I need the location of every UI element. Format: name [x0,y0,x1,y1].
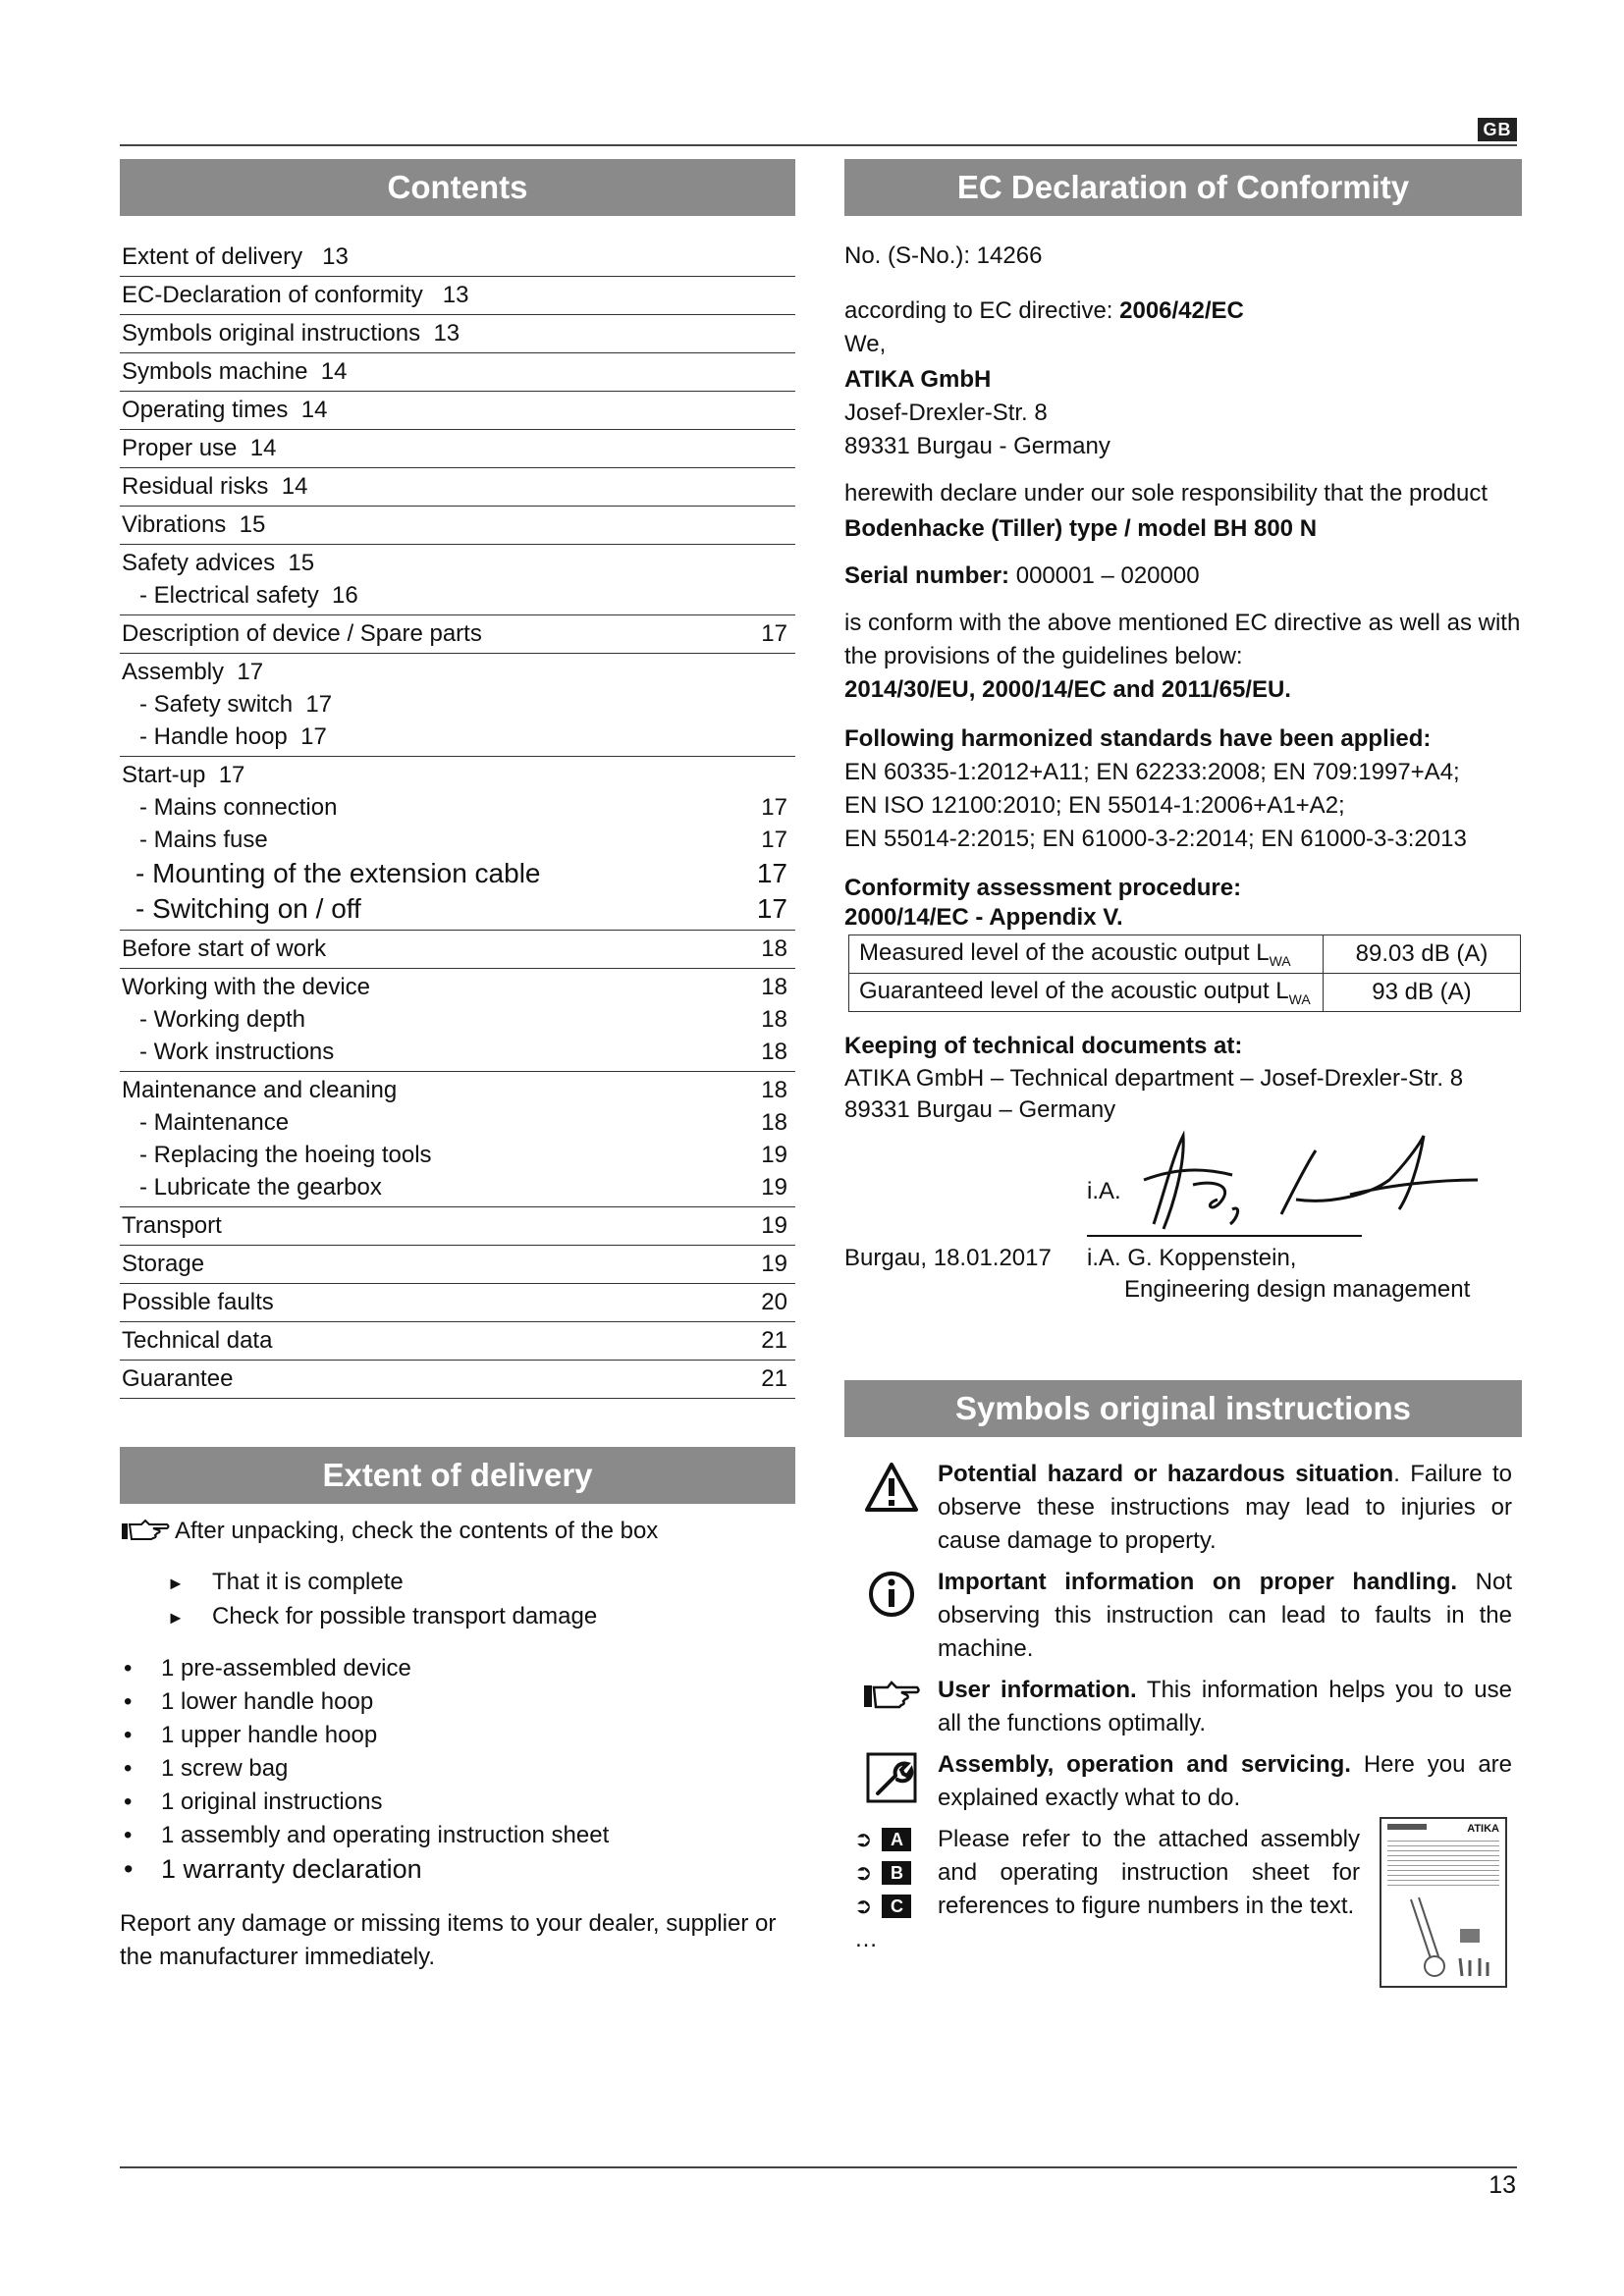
toc-entry [120,545,795,615]
ec-number: No. (S-No.): 14266 [844,242,1043,269]
symbol-row-user-info [844,1674,1512,1740]
figure-ref: ➲ C [844,1890,938,1923]
warning-triangle-icon [864,1462,919,1513]
toc-page-number: 18 [761,1077,787,1103]
toc-entry [120,239,795,277]
toc-title: Symbols machine 14 [122,358,348,385]
list-item: • 1 pre-assembled device [124,1655,411,1682]
toc-entry [120,468,795,507]
table-row [849,974,1521,1012]
toc-page-number: 19 [761,1251,787,1277]
toc-entry [120,277,795,315]
toc-subentry [122,1106,795,1139]
symbol-description: Important information on proper handling. Not observing this instruction can lead to faults in the machine. [938,1569,1512,1662]
signature-ia: i.A. [1087,1178,1121,1204]
table-cell: Measured level of the acoustic output $L_{WA}$ [849,935,1324,974]
toc-title: - Mains fuse [139,827,268,853]
signature-block [844,1126,1522,1273]
list-item: • 1 screw bag [124,1755,289,1782]
toc-subentry [122,688,795,721]
keeping-city: 89331 Burgau – Germany [844,1096,1116,1123]
toc-subentry [122,579,795,612]
toc-page-number: 17 [761,620,787,647]
figure-reference-text: Please refer to the attached assembly and operating instruction sheet for references to figure numbers in the text. [938,1826,1360,1919]
toc-page-number [748,355,795,388]
list-item: • 1 original instructions [124,1789,383,1815]
table-cell: 89.03 dB (A) [1324,935,1521,974]
symbol-description: Potential hazard or hazardous situation. Failure to observe these instructions may lead to injuries or cause damage to property. [938,1461,1512,1554]
guidelines: 2014/30/EU, 2000/14/EC and 2011/65/EU. [844,676,1291,703]
toc-page-number: 21 [761,1327,787,1354]
delivery-list [120,1652,795,1886]
toc-entry [120,392,795,430]
conform-text: is conform with the above mentioned EC directive as well as with the provisions of the guidelines below: [844,610,1521,669]
list-item: • 1 assembly and operating instruction sheet [124,1822,610,1848]
toc-entry [120,1284,795,1322]
toc-title: - Maintenance [139,1109,290,1136]
symbol-description: User information. This information helps you to use all the functions optimally. [938,1677,1512,1736]
product-name: Bodenhacke (Tiller) type / model BH 800 N [844,515,1318,542]
toc-page-number: 17 [761,794,787,821]
table-row [849,935,1521,974]
toc-subentry [122,824,795,856]
toc-page-number [748,240,795,273]
toc-title: Storage [122,1251,205,1277]
check-list [120,1566,795,1634]
toc-title: Extent of delivery 13 [122,243,349,270]
pointing-hand-icon [862,1680,921,1713]
toc-entry [120,315,795,353]
toc-title: Before start of work [122,935,327,962]
toc-page-number [748,721,795,753]
place-date: Burgau, 18.01.2017 [844,1245,1052,1271]
toc-line [122,656,795,688]
toc-title: Transport [122,1212,222,1239]
top-rule [120,144,1517,146]
toc-subentry [122,1139,795,1171]
check-item: ► Check for possible transport damage [167,1603,598,1629]
toc-line [122,759,795,791]
toc-page-number: 18 [761,1039,787,1065]
signer-name: i.A. G. Koppenstein, [1087,1245,1297,1271]
signature-image [1124,1126,1497,1234]
toc-title: Maintenance and cleaning [122,1077,398,1103]
figure-ref: ➲ B [844,1856,938,1890]
toc-title: EC-Declaration of conformity 13 [122,282,469,308]
ec-declaration [844,240,1522,1307]
signature-line [1087,1235,1362,1237]
toc-page-number: 21 [761,1365,787,1392]
standard-line: EN 60335-1:2012+A11; EN 62233:2008; EN 709:1997+A4; [844,759,1460,785]
serial-number: Serial number: 000001 – 020000 [844,562,1200,589]
toc-title: - Work instructions [139,1039,335,1065]
list-item: • 1 lower handle hoop [124,1688,374,1715]
company-name: ATIKA GmbH [844,366,992,393]
toc-page-number [748,547,795,579]
ec-we: We, [844,331,887,357]
toc-entry [120,507,795,545]
toc-subentry [122,721,795,753]
symbols-section [844,1458,1512,1988]
toc-title: Vibrations 15 [122,511,266,538]
toc-title: Description of device / Spare parts [122,620,482,647]
toc-entry [120,615,795,654]
toc-page-number: 18 [761,1006,787,1033]
wrench-icon [866,1752,917,1803]
toc-page-number: 18 [761,974,787,1000]
toc-line [122,432,795,464]
toc-line [122,1324,795,1357]
ec-directive: according to EC directive: 2006/42/EC [844,297,1244,324]
language-badge: GB [1478,118,1517,141]
table-cell: 93 dB (A) [1324,974,1521,1012]
toc-page-number: 20 [761,1289,787,1315]
toc-title: Proper use 14 [122,435,277,461]
toc-page-number: 17 [761,827,787,853]
standards-heading: Following harmonized standards have been applied: [844,725,1432,752]
toc-line [122,508,795,541]
toc-title: Symbols original instructions 13 [122,320,460,347]
assembly-sheet-thumbnail [1380,1817,1507,1988]
keeping-address: ATIKA GmbH – Technical department – Josef-Drexler-Str. 8 [844,1065,1464,1092]
extent-section [120,1515,795,1974]
toc-subentry [122,891,795,927]
symbol-description: Assembly, operation and servicing. Here you are explained exactly what to do. [938,1751,1513,1811]
toc-title: - Switching on / off [135,893,361,924]
toc-page-number [748,656,795,688]
symbol-row-hazard [844,1458,1512,1558]
toc-line [122,240,795,273]
toc-line [122,933,795,965]
toc-page-number [748,394,795,426]
symbol-row-info [844,1566,1512,1666]
list-item: • 1 warranty declaration [124,1854,422,1884]
toc-title: Residual risks 14 [122,473,308,500]
ellipsis: … [854,1926,878,1952]
toc-title: - Working depth [139,1006,305,1033]
extent-intro: After unpacking, check the contents of the box [120,1515,795,1548]
acoustic-table [848,934,1521,1012]
info-circle-icon [867,1570,916,1619]
toc-line [122,317,795,349]
toc-page-number: 18 [761,935,787,962]
symbol-row-assembly [844,1748,1512,1815]
toc-title: - Mounting of the extension cable [135,858,541,888]
toc-page-number: 19 [761,1174,787,1201]
toc-entry [120,1246,795,1284]
toc-page-number [748,508,795,541]
toc-subentry [122,856,795,891]
toc-page-number [748,579,795,612]
standard-line: EN 55014-2:2015; EN 61000-3-2:2014; EN 61000-3-3:2013 [844,826,1467,852]
toc-subentry [122,1171,795,1203]
toc-page-number [748,432,795,464]
toc-line [122,971,795,1003]
toc-title: - Handle hoop 17 [139,723,327,750]
table-cell: Guaranteed level of the acoustic output $L_{WA}$ [849,974,1324,1012]
company-city: 89331 Burgau - Germany [844,433,1110,459]
toc-title: - Lubricate the gearbox [139,1174,382,1201]
toc-page-number [748,470,795,503]
toc-entry [120,353,795,392]
procedure-heading: Conformity assessment procedure: [844,875,1242,901]
toc-page-number: 18 [761,1109,787,1136]
toc-title: Safety advices 15 [122,550,315,576]
toc-title: Possible faults [122,1289,274,1315]
toc-subentry [122,1036,795,1068]
thumbnail-brand: ATIKA [1467,1823,1499,1835]
toc-line [122,547,795,579]
extent-heading: Extent of delivery [120,1447,795,1504]
toc-subentry [122,791,795,824]
bottom-rule [120,2166,1517,2168]
page-number: 13 [1489,2171,1516,2199]
toc-title: Operating times 14 [122,397,328,423]
toc-line [122,470,795,503]
check-item: ► That it is complete [167,1569,404,1595]
toc-page-number [748,279,795,311]
toc-entry [120,931,795,969]
toc-title: - Replacing the hoeing tools [139,1142,432,1168]
toc-subentry [122,1003,795,1036]
toc-title: Assembly 17 [122,659,264,685]
toc-entry [120,757,795,931]
toc-line [122,1248,795,1280]
toc-title: Working with the device [122,974,371,1000]
toc-title: Guarantee [122,1365,234,1392]
toc-title: Technical data [122,1327,273,1354]
toc-line [122,279,795,311]
table-of-contents [120,239,795,1399]
toc-line [122,1362,795,1395]
toc-page-number [748,688,795,721]
toc-line [122,394,795,426]
toc-entry [120,1072,795,1207]
toc-title: - Mains connection [139,794,338,821]
procedure: 2000/14/EC - Appendix V. [844,904,1123,931]
toc-page-number: 17 [756,893,787,924]
pointing-hand-icon [120,1519,171,1544]
toc-line [122,1286,795,1318]
keeping-heading: Keeping of technical documents at: [844,1033,1243,1059]
contents-heading: Contents [120,159,795,216]
toc-entry [120,969,795,1072]
toc-page-number: 19 [761,1212,787,1239]
toc-page-number [748,317,795,349]
report-note: Report any damage or missing items to your dealer, supplier or the manufacturer immediately. [120,1910,777,1970]
toc-entry [120,654,795,757]
toc-line [122,1209,795,1242]
toc-title: Start-up 17 [122,762,245,788]
signer-role: Engineering design management [1124,1276,1471,1303]
toc-title: - Safety switch 17 [139,691,333,718]
toc-page-number: 19 [761,1142,787,1168]
symbols-heading: Symbols original instructions [844,1380,1522,1437]
company-street: Josef-Drexler-Str. 8 [844,400,1048,426]
figure-reference-block [844,1823,1512,1988]
figure-reference-list [844,1823,938,1988]
toc-title: - Electrical safety 16 [139,582,358,609]
declare-text: herewith declare under our sole responsibility that the product [844,480,1489,507]
toc-line [122,617,795,650]
ec-heading: EC Declaration of Conformity [844,159,1522,216]
toc-entry [120,430,795,468]
standard-line: EN ISO 12100:2010; EN 55014-1:2006+A1+A2; [844,792,1345,819]
toc-page-number [748,759,795,791]
toc-entry [120,1322,795,1361]
toc-entry [120,1207,795,1246]
toc-line [122,355,795,388]
toc-line [122,1074,795,1106]
toc-page-number: 17 [756,858,787,888]
figure-ref: ➲ A [844,1823,938,1856]
toc-entry [120,1361,795,1399]
list-item: • 1 upper handle hoop [124,1722,378,1748]
